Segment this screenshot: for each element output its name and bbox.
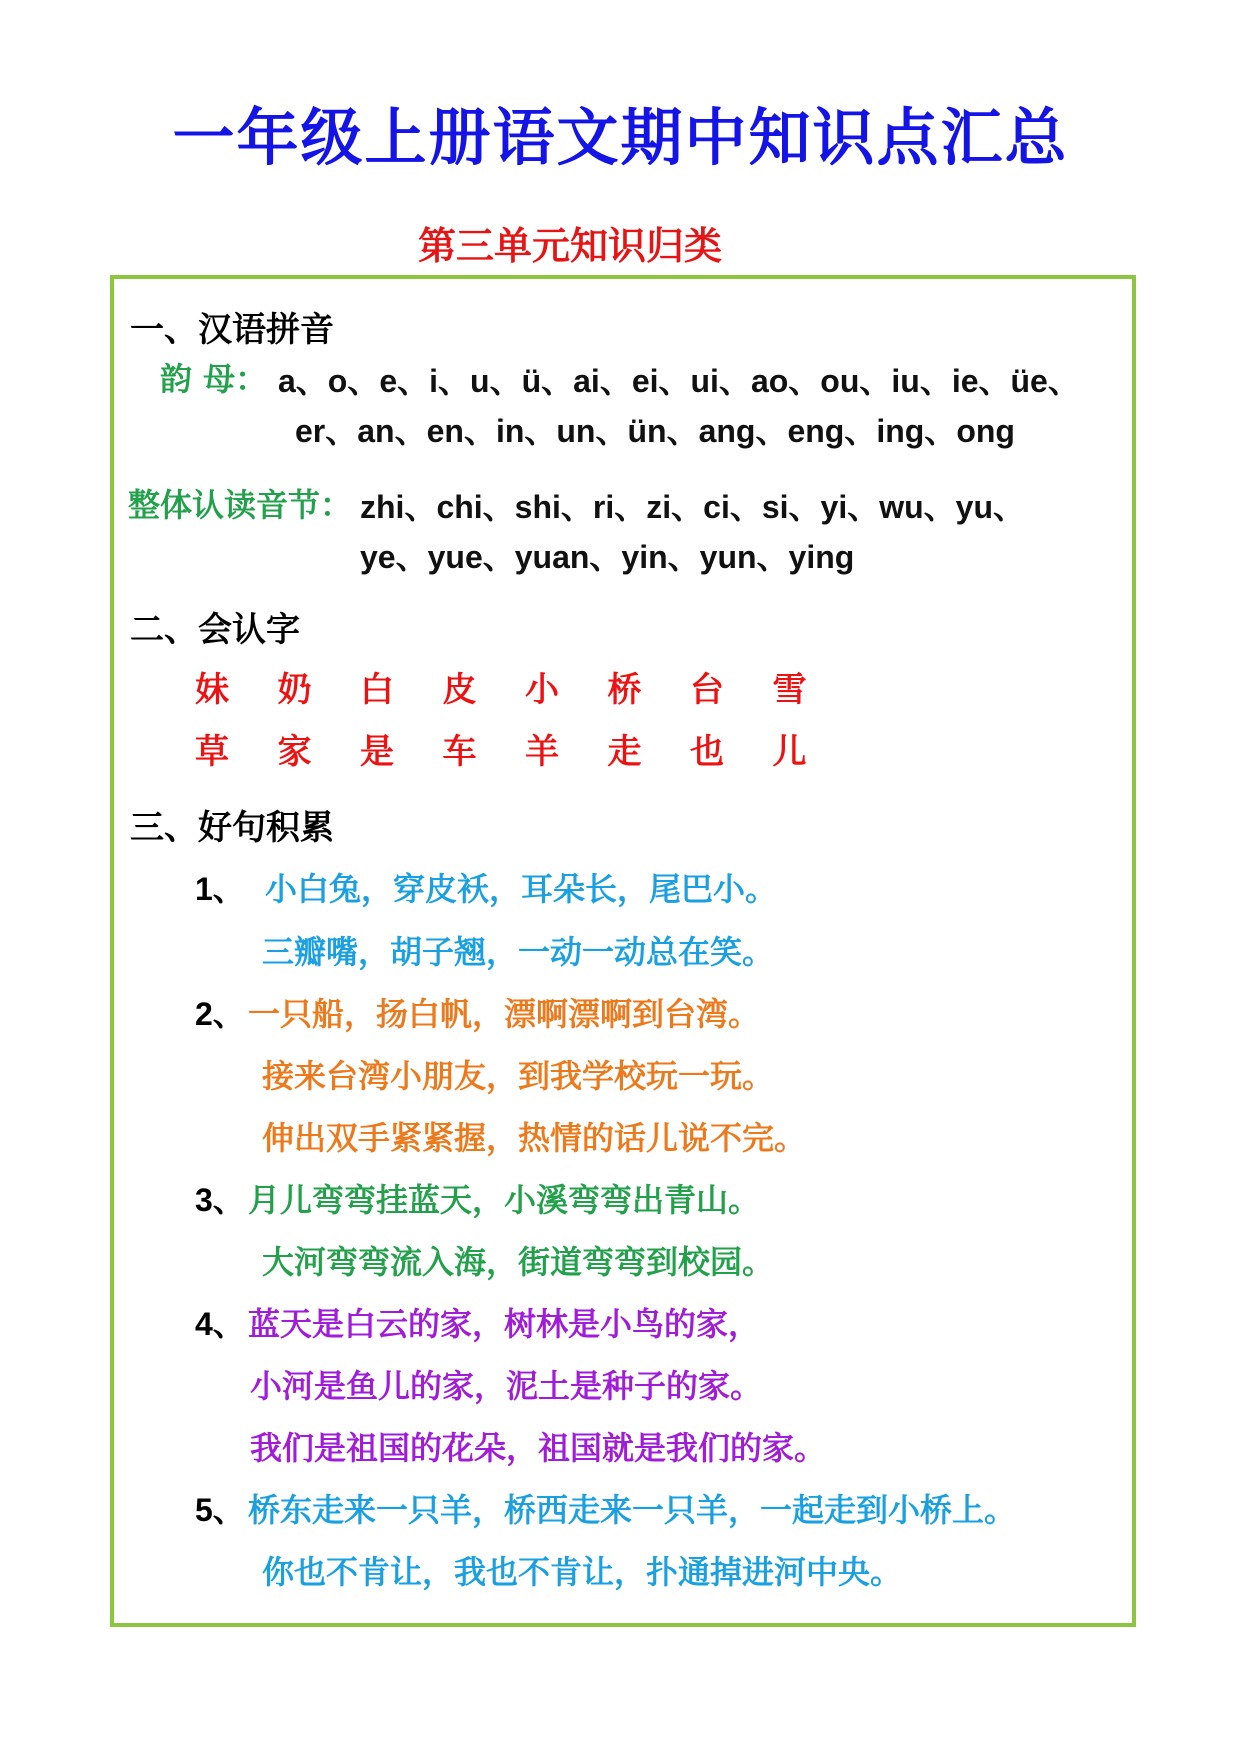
character-cell: 走 xyxy=(607,732,642,772)
character-cell: 也 xyxy=(690,732,724,772)
sentence-1-line-1: 小白兔，穿皮袄，耳朵长，尾巴小。 xyxy=(265,870,778,908)
character-cell: 白 xyxy=(360,670,394,710)
character-cell: 桥 xyxy=(607,670,642,710)
sentence-5-line-1: 桥东走来一只羊，桥西走来一只羊，一起走到小桥上。 xyxy=(248,1491,1017,1529)
sentence-number-1: 1、 xyxy=(195,871,245,907)
sentence-4-line-3: 我们是祖国的花朵，祖国就是我们的家。 xyxy=(250,1429,827,1467)
zhengti-line-1: zhi、chi、shi、ri、zi、ci、si、yi、wu、yu、 xyxy=(360,489,1025,525)
sentence-3-line-2: 大河弯弯流入海，街道弯弯到校园。 xyxy=(262,1243,775,1281)
sentence-1-line-2: 三瓣嘴，胡子翘，一动一动总在笑。 xyxy=(262,933,775,971)
character-cell: 雪 xyxy=(772,670,807,710)
character-cell: 是 xyxy=(360,732,394,772)
section-characters-heading: 二、会认字 xyxy=(130,610,300,650)
sentence-number-4: 4、 xyxy=(195,1306,245,1342)
character-cell: 家 xyxy=(277,732,312,772)
yunmu-line-2: er、an、en、in、un、ün、ang、eng、ing、ong xyxy=(295,413,1015,449)
sentence-number-5: 5、 xyxy=(195,1492,245,1528)
yunmu-label: 韵 母： xyxy=(160,360,268,398)
zhengti-line-2: ye、yue、yuan、yin、yun、ying xyxy=(360,539,855,575)
zhengti-label: 整体认读音节： xyxy=(128,486,353,524)
character-cell: 皮 xyxy=(442,670,477,710)
character-cell: 儿 xyxy=(772,732,807,772)
sentence-3-line-1: 月儿弯弯挂蓝天，小溪弯弯出青山。 xyxy=(248,1181,761,1219)
character-cell: 妹 xyxy=(195,670,229,710)
character-cell: 小 xyxy=(525,670,559,710)
sentence-number-3: 3、 xyxy=(195,1182,245,1218)
sentence-4-line-2: 小河是鱼儿的家，泥土是种子的家。 xyxy=(250,1367,763,1405)
character-cell: 奶 xyxy=(277,670,312,710)
sentence-4-line-1: 蓝天是白云的家，树林是小鸟的家， xyxy=(248,1305,761,1343)
unit-subtitle: 第三单元知识归类 xyxy=(417,224,722,268)
page-title: 一年级上册语文期中知识点汇总 xyxy=(172,101,1069,174)
section-sentences-heading: 三、好句积累 xyxy=(130,808,334,848)
character-cell: 车 xyxy=(442,732,477,772)
sentence-2-line-3: 伸出双手紧紧握，热情的话儿说不完。 xyxy=(262,1119,807,1157)
yunmu-line-1: a、o、e、i、u、ü、ai、ei、ui、ao、ou、iu、ie、üe、 xyxy=(278,363,1080,399)
sentence-5-line-2: 你也不肯让，我也不肯让，扑通掉进河中央。 xyxy=(262,1553,903,1591)
character-cell: 草 xyxy=(195,732,229,772)
character-cell: 羊 xyxy=(525,732,559,772)
section-pinyin-heading: 一、汉语拼音 xyxy=(130,310,334,350)
sentence-2-line-1: 一只船，扬白帆，漂啊漂啊到台湾。 xyxy=(248,995,761,1033)
character-cell: 台 xyxy=(690,670,724,710)
sentence-2-line-2: 接来台湾小朋友，到我学校玩一玩。 xyxy=(262,1057,775,1095)
sentence-number-2: 2、 xyxy=(195,996,245,1032)
